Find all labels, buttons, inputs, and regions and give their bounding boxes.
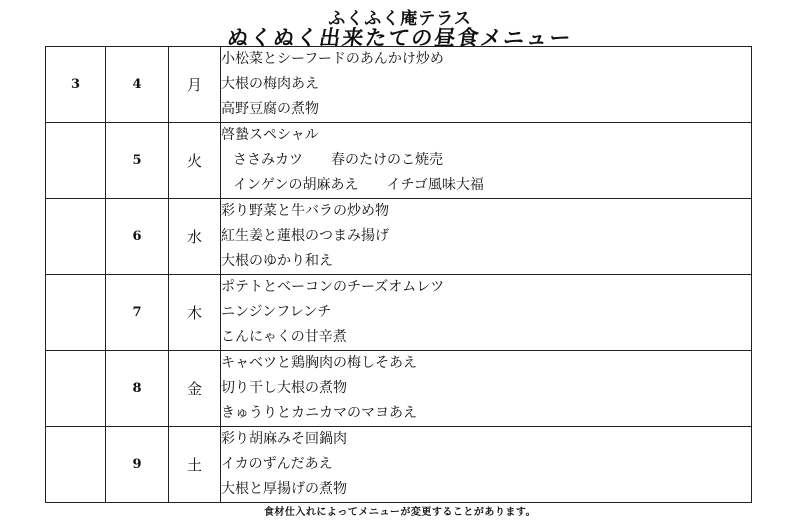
menu-item: ニンジンフレンチ [221,304,332,320]
menu-item: 彩り胡麻みそ回鍋肉 [221,431,347,447]
table-row [46,427,752,503]
month-cell: 3 [46,47,106,123]
day-cell: 5 [106,123,169,199]
menu-item: インゲンの胡麻あえ [233,177,359,193]
menu-item: イカのずんだあえ [221,456,333,472]
menu-item: 高野豆腐の煮物 [221,101,319,117]
menu-title: ぬくぬく出来たての昼食メニュー [225,26,575,50]
menu-item: 彩り野菜と牛バラの炒め物 [221,203,389,219]
menu-items-cell [221,123,752,199]
day-cell: 6 [106,199,169,275]
weekday-cell: 土 [169,427,221,503]
table-row [46,123,752,199]
menu-item: きゅうりとカニカマのマヨあえ [221,405,417,421]
lunch-menu-table [45,46,752,503]
menu-item: こんにゃくの甘辛煮 [221,329,347,345]
menu-items-cell [221,275,752,351]
table-row [46,275,752,351]
weekday-cell: 木 [169,275,221,351]
table-row [46,199,752,275]
menu-item: 切り干し大根の煮物 [221,380,347,396]
menu-item: ポテトとベーコンのチーズオムレツ [221,279,445,295]
table-row [46,47,752,123]
table-row [46,351,752,427]
month-cell-empty [46,427,106,503]
menu-items-cell [221,47,752,123]
day-cell: 4 [106,47,169,123]
menu-item-pair [221,148,751,173]
month-cell-empty [46,351,106,427]
menu-items-cell [221,427,752,503]
menu-item: ささみカツ [233,152,303,168]
menu-item-pair [221,173,751,198]
menu-item: 春のたけのこ焼売 [331,152,443,168]
shop-name: ふくふく庵テラス [328,9,472,29]
menu-item: 小松菜とシーフードのあんかけ炒め [221,51,444,67]
menu-item: 大根の梅肉あえ [221,76,319,92]
menu-item: キャベツと鶏胸肉の梅しそあえ [221,355,417,371]
footer-note: 食材仕入れによってメニューが変更することがあります。 [263,507,537,518]
special-title: 啓蟄スペシャル [221,127,319,143]
weekday-cell: 火 [169,123,221,199]
month-cell-empty [46,275,106,351]
menu-item: イチゴ風味大福 [386,177,484,193]
month-cell-empty [46,199,106,275]
menu-item: 紅生姜と蓮根のつまみ揚げ [221,228,389,244]
day-cell: 8 [106,351,169,427]
day-cell: 7 [106,275,169,351]
weekday-cell: 月 [169,47,221,123]
month-cell-empty [46,123,106,199]
menu-items-cell [221,199,752,275]
weekday-cell: 金 [169,351,221,427]
menu-items-cell [221,351,752,427]
menu-item: 大根と厚揚げの煮物 [221,481,347,497]
day-cell: 9 [106,427,169,503]
weekday-cell: 水 [169,199,221,275]
menu-item: 大根のゆかり和え [221,253,333,269]
